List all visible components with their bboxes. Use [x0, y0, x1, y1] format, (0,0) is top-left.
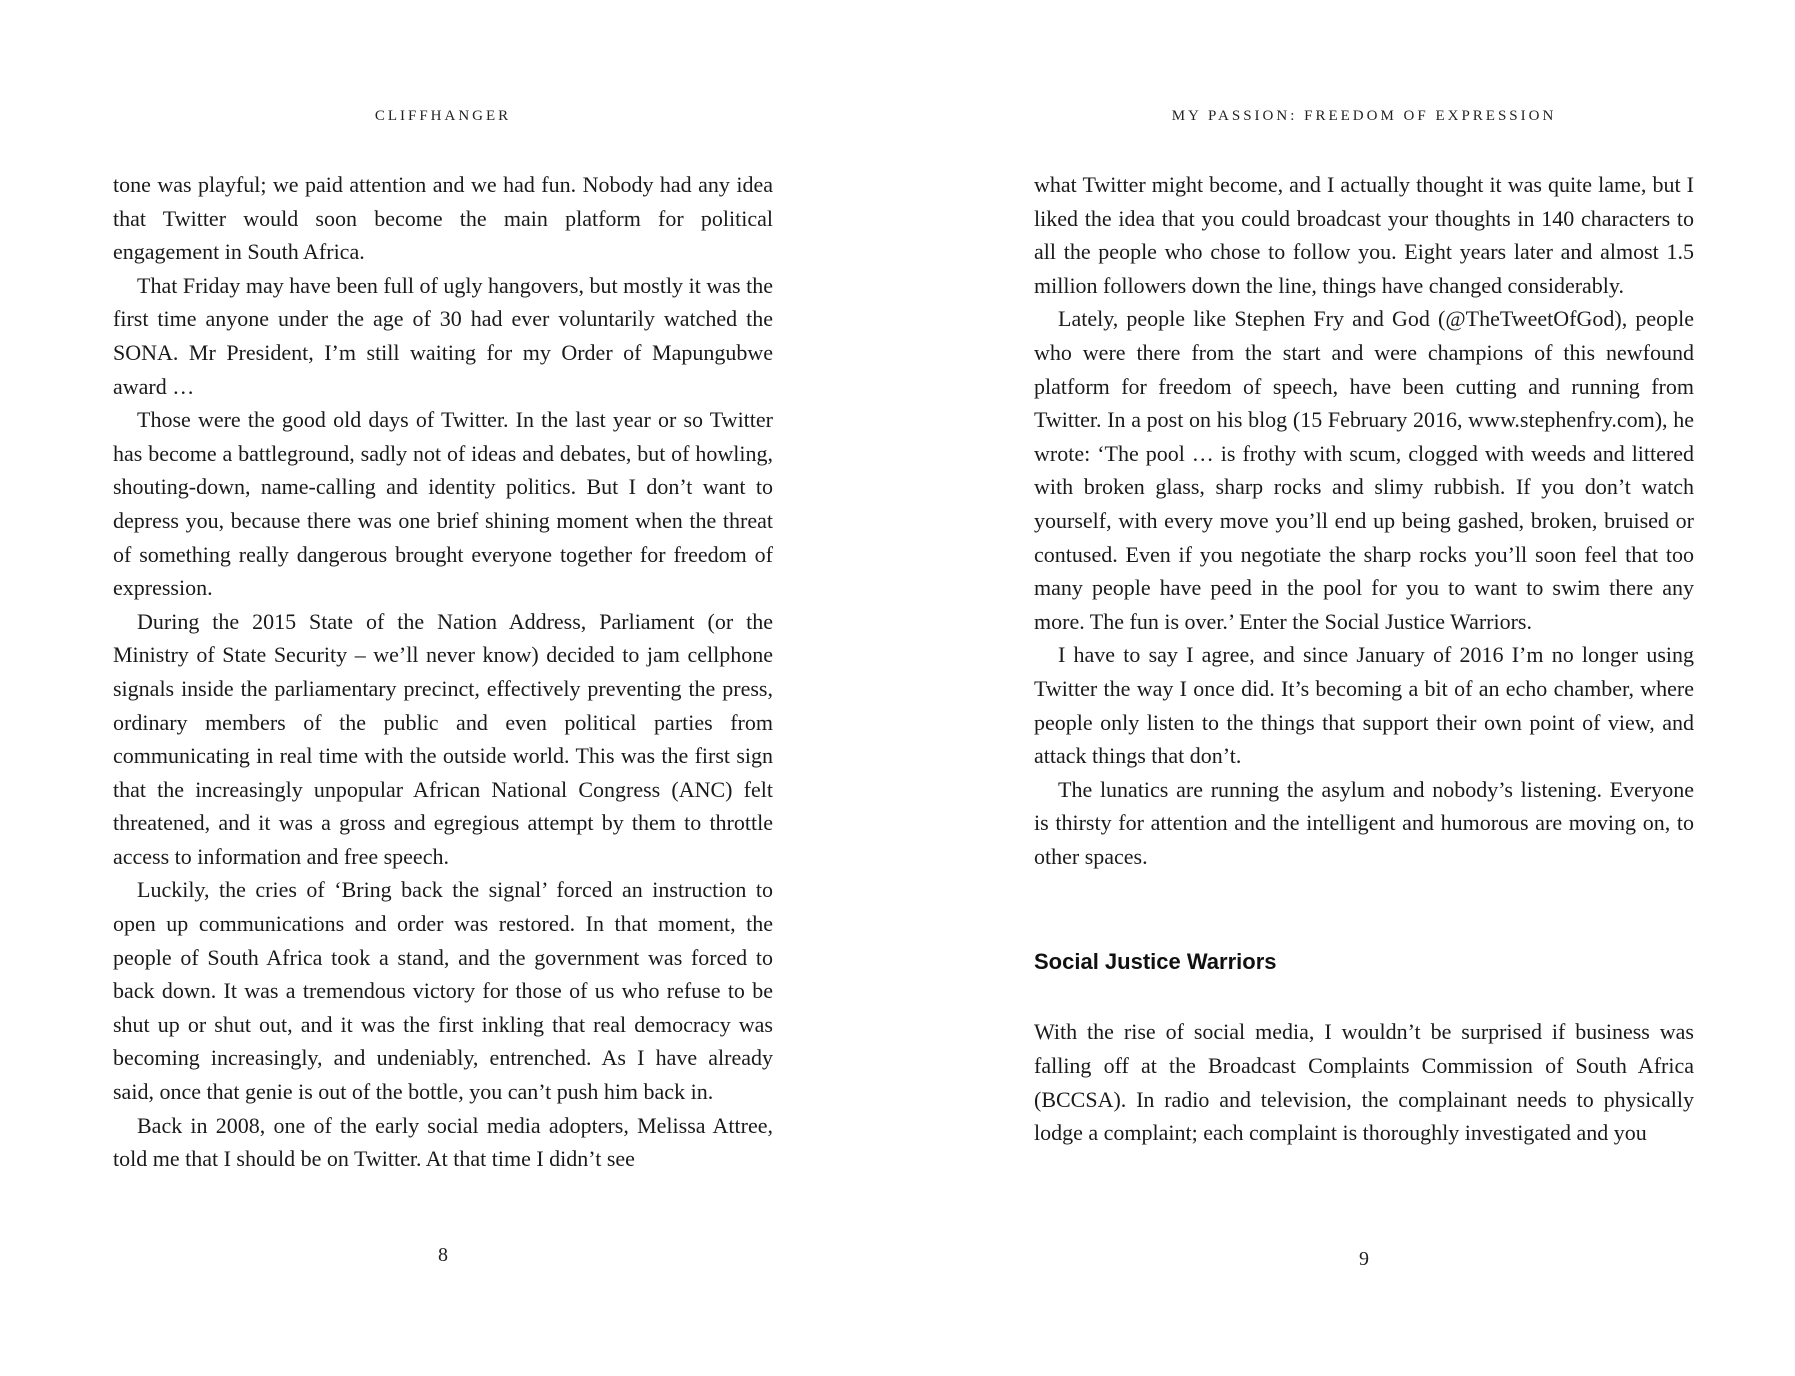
paragraph: Those were the good old days of Twitter. In the last year or so Twitter has become a battleground, sadly not of ideas and debates, but of howling, shouting-down, name-calling and identity politics. But I don’t want to depress you, because there was one brief shining moment when the threat of something really dangerous brought everyone together for freedom of expression.	[113, 407, 773, 601]
left-page	[113, 0, 773, 1376]
paragraph: I have to say I agree, and since January of 2016 I’m no longer using Twitter the way I once did. It’s becoming a bit of an echo chamber, where people only listen to the things that support their own point of view, and attack things that don’t.	[1034, 642, 1694, 769]
paragraph: what Twitter might become, and I actually thought it was quite lame, but I liked the idea that you could broadcast your thoughts in 140 characters to all the people who chose to follow you. Eight years later and almost 1.5 million followers down the line, things have changed considerably.	[1034, 172, 1694, 298]
page-number-right: 9	[1359, 1248, 1369, 1270]
paragraph: With the rise of social media, I wouldn’t be surprised if business was falling off at the Broadcast Complaints Commission of South Africa (BCCSA). In radio and television, the complainant needs to physically lodge a complaint; each complaint is thoroughly investigated and you	[1034, 1019, 1694, 1146]
paragraph: During the 2015 State of the Nation Address, Parliament (or the Ministry of State Security – we’ll never know) decided to jam cellphone signals inside the parliamentary precinct, effectively preventing the press, ordinary members of the public and even political parties from communicating in real time with the outside world. This was the first sign that the increasingly unpopular African National Congress (ANC) felt threatened, and it was a gross and egregious attempt by them to throttle access to information and free speech.	[113, 608, 773, 869]
paragraph: Lately, people like Stephen Fry and God (@TheTweetOfGod), people who were there from the start and were champions of this newfound platform for freedom of speech, have been cutting and running from Twitter. In a post on his blog (15 February 2016, www.stephenfry.com), he wrote: ‘The pool … is frothy with scum, clogged with weeds and littered with broken glass, sharp rocks and slimy rubbish. If you don’t watch yourself, with every move you’ll end up being gashed, broken, bruised or contused. Even if you negotiate the sharp rocks you’ll soon feel that too many people have peed in the pool for you to want to swim there any more. The fun is over.’ Enter the Social Justice Warriors.	[1034, 306, 1694, 634]
paragraph: The lunatics are running the asylum and nobody’s listening. Everyone is thirsty for attention and the intelligent and humorous are moving on, to other spaces.	[1034, 776, 1694, 869]
paragraph: That Friday may have been full of ugly hangovers, but mostly it was the first time anyone under the age of 30 had ever voluntarily watched the SONA. Mr President, I’m still waiting for my Order of Mapungubwe award …	[113, 272, 773, 399]
running-head-left: CLIFFHANGER	[374, 108, 512, 124]
left-page-body	[113, 168, 773, 1176]
running-head-right: MY PASSION: FREEDOM OF EXPRESSION	[1171, 108, 1557, 124]
right-page	[1034, 0, 1694, 1376]
page-number-left: 8	[438, 1244, 448, 1266]
right-page-body	[1034, 168, 1694, 1150]
paragraph: Luckily, the cries of ‘Bring back the signal’ forced an instruction to open up communications and order was restored. In that moment, the people of South Africa took a stand, and the government was forced to back down. It was a tremendous victory for those of us who refuse to be shut up or shut out, and it was the first inkling that real democracy was becoming increasingly, and undeniably, entrenched. As I have already said, once that genie is out of the bottle, you can’t push him back in.	[113, 877, 773, 1105]
paragraph: tone was playful; we paid attention and we had fun. Nobody had any idea that Twitter would soon become the main platform for political engagement in South Africa.	[113, 172, 773, 265]
paragraph: Back in 2008, one of the early social media adopters, Melissa Attree, told me that I should be on Twitter. At that time I didn’t see	[113, 1112, 773, 1172]
section-heading: Social Justice Warriors	[1034, 949, 1277, 975]
